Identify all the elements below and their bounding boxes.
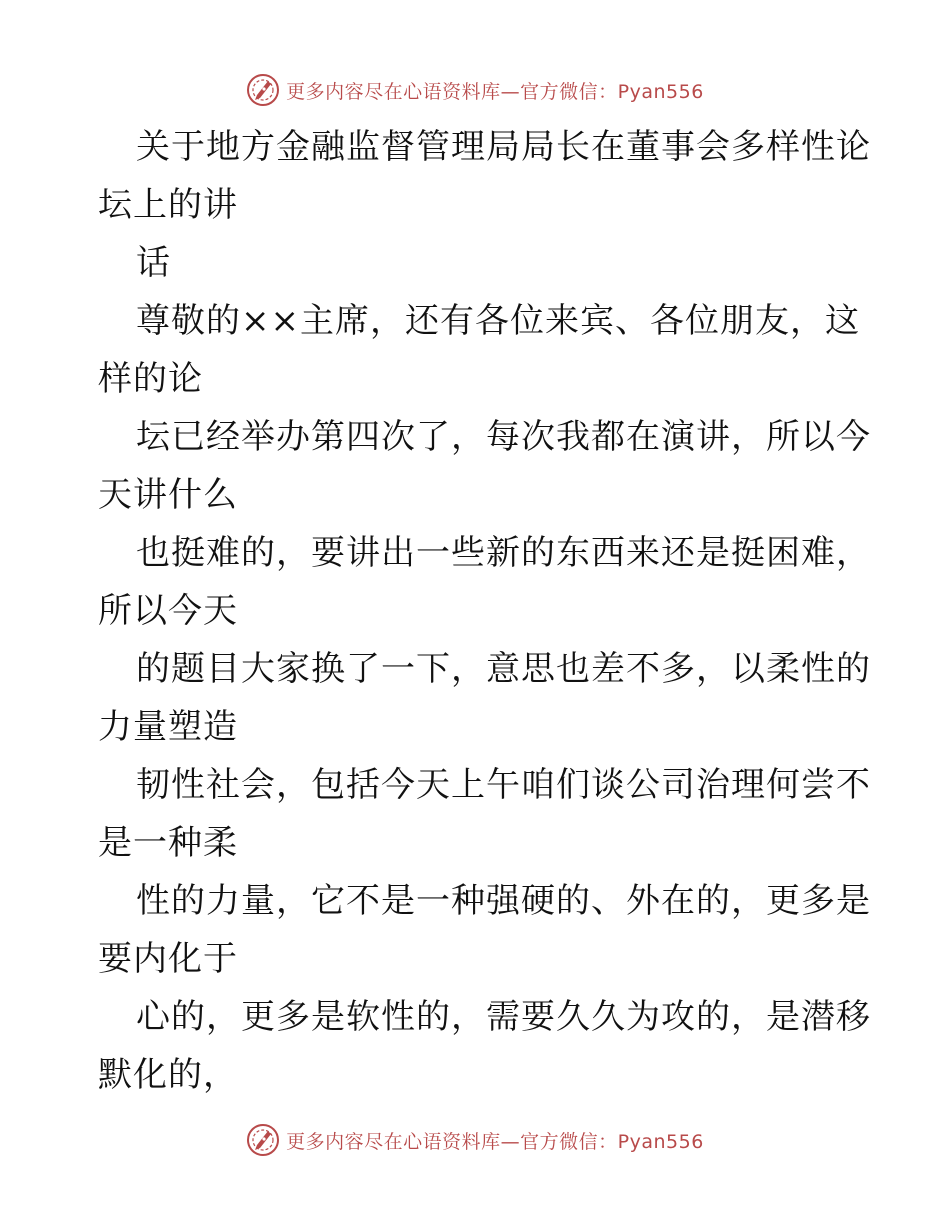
watermark-text: 更多内容尽在心语资料库—官方微信：Pyan556 bbox=[286, 80, 704, 103]
text-line: 韧性社会，包括今天上午咱们谈公司治理何尝不 bbox=[136, 765, 871, 805]
pen-nib-logo-icon bbox=[246, 1123, 280, 1157]
text-line: 样的论 bbox=[98, 359, 203, 399]
text-line: 关于地方金融监督管理局局长在董事会多样性论 bbox=[136, 127, 871, 167]
text-line: 要内化于 bbox=[98, 939, 238, 979]
text-line: 默化的， bbox=[98, 1055, 238, 1095]
pen-nib-logo-icon bbox=[246, 73, 280, 107]
text-line: 所以今天 bbox=[98, 591, 238, 631]
text-line: 天讲什么 bbox=[98, 475, 238, 515]
text-line: 力量塑造 bbox=[98, 707, 238, 747]
text-line: 话 bbox=[136, 243, 171, 283]
text-line: 坛已经举办第四次了，每次我都在演讲，所以今 bbox=[136, 417, 871, 457]
watermark-text: 更多内容尽在心语资料库—官方微信：Pyan556 bbox=[286, 1130, 704, 1153]
text-line: 是一种柔 bbox=[98, 823, 238, 863]
text-line: 也挺难的，要讲出一些新的东西来还是挺困难， bbox=[136, 533, 871, 573]
text-line: 的题目大家换了一下，意思也差不多，以柔性的 bbox=[136, 649, 871, 689]
footer-watermark bbox=[0, 1120, 950, 1160]
text-line: 坛上的讲 bbox=[98, 185, 238, 225]
text-line: 尊敬的××主席，还有各位来宾、各位朋友，这 bbox=[136, 301, 860, 341]
header-watermark bbox=[0, 70, 950, 110]
text-line: 性的力量，它不是一种强硬的、外在的，更多是 bbox=[136, 881, 871, 921]
document-body bbox=[0, 118, 950, 1104]
text-line: 心的，更多是软性的，需要久久为攻的，是潜移 bbox=[136, 997, 871, 1037]
